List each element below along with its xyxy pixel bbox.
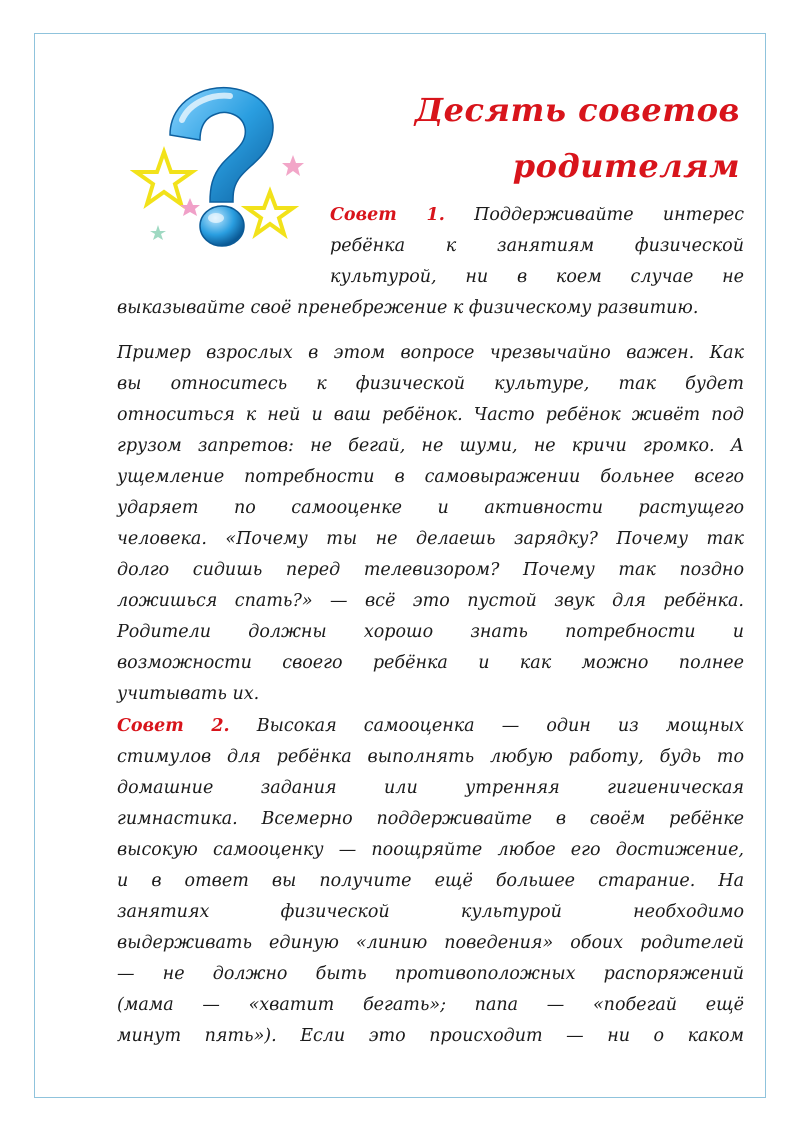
- paragraph-line: грузом запретов: не бегай, не шуми, не кричи громко. А: [117, 436, 744, 456]
- paragraph-line: ударяет по самооценке и активности растущего: [117, 498, 744, 518]
- paragraph-line: ущемление потребности в самовыражении больнее всего: [117, 467, 744, 487]
- advice-2-line: домашние задания или утренняя гигиеническая: [117, 778, 744, 798]
- advice-2-line: гимнастика. Всемерно поддерживайте в своём ребёнке: [117, 809, 744, 829]
- advice-1-line: ребёнка к занятиям физической: [330, 236, 744, 256]
- advice-2-line: стимулов для ребёнка выполнять любую работу, будь то: [117, 747, 744, 767]
- paragraph-line: относиться к ней и ваш ребёнок. Часто ребёнок живёт под: [117, 405, 744, 425]
- advice-1-line: Совет 1. Поддерживайте интерес: [330, 205, 744, 225]
- advice-1-label: Совет 1.: [330, 205, 445, 225]
- paragraph-line: вы относитесь к физической культуре, так будет: [117, 374, 744, 394]
- advice-2-line: (мама — «хватит бегать»; папа — «побегай ещё: [117, 995, 744, 1015]
- title-line-1: Десять советов: [414, 91, 740, 129]
- advice-1-line: культурой, ни в коем случае не: [330, 267, 744, 287]
- advice-2-line: минут пять»). Если это происходит — ни о каком: [117, 1026, 744, 1046]
- advice-1-section: [117, 200, 744, 324]
- advice-2-line: занятиях физической культурой необходимо: [117, 902, 744, 922]
- star-icon: [282, 155, 304, 176]
- paragraph-2: [117, 338, 744, 710]
- advice-2-section: [117, 711, 744, 1052]
- paragraph-line: человека. «Почему ты не делаешь зарядку? Почему так: [117, 529, 744, 549]
- advice-2-label: Совет 2.: [117, 716, 230, 736]
- paragraph-line: возможности своего ребёнка и как можно полнее: [117, 653, 744, 673]
- advice-2-line: выдерживать единую «линию поведения» обоих родителей: [117, 933, 744, 953]
- advice-1-line: выказывайте своё пренебрежение к физическому развитию.: [117, 298, 699, 318]
- paragraph-line: учитывать их.: [117, 684, 260, 704]
- paragraph-line: долго сидишь перед телевизором? Почему так поздно: [117, 560, 744, 580]
- star-icon: [136, 152, 192, 204]
- advice-2-line: и в ответ вы получите ещё большее старание. На: [117, 871, 744, 891]
- advice-2-line: Совет 2. Высокая самооценка — один из мощных: [117, 716, 744, 736]
- advice-2-line: высокую самооценку — поощряйте любое его достижение,: [117, 840, 744, 860]
- paragraph-line: ложишься спать?» — всё это пустой звук для ребёнка.: [117, 591, 744, 611]
- title-line-2: родителям: [512, 147, 740, 185]
- paragraph-line: Пример взрослых в этом вопросе чрезвычайно важен. Как: [117, 343, 744, 363]
- advice-2-line: — не должно быть противоположных распоряжений: [117, 964, 744, 984]
- paragraph-line: Родители должны хорошо знать потребности и: [117, 622, 744, 642]
- page-title: [415, 82, 740, 194]
